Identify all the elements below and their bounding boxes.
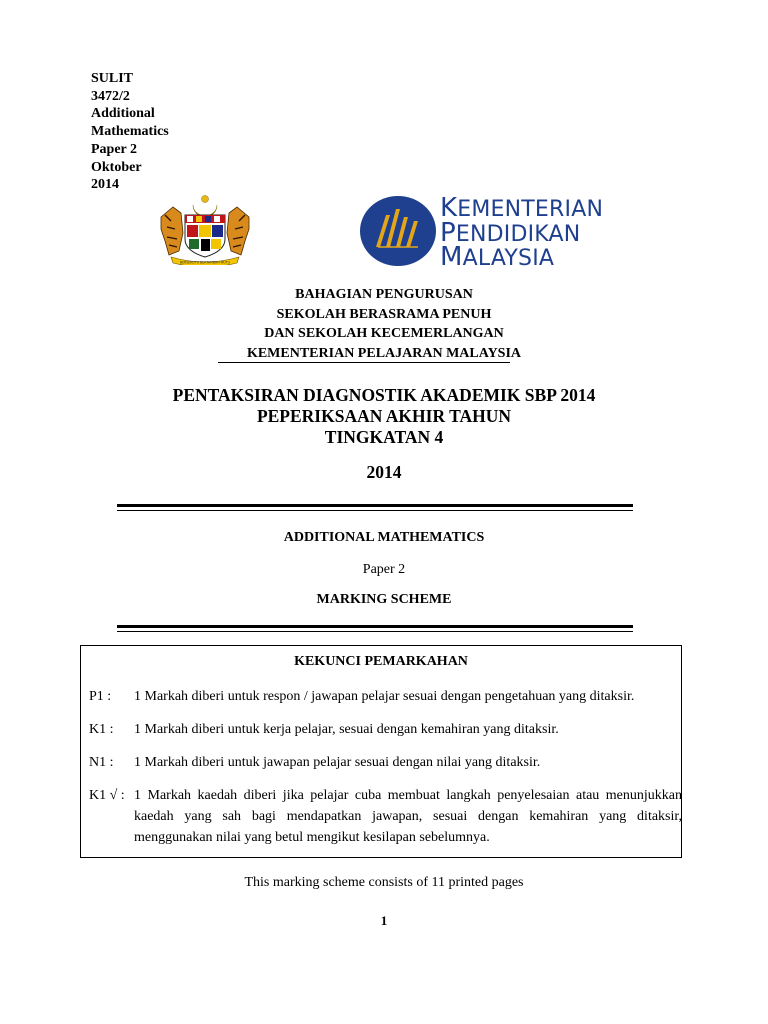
exam-line-1: PENTAKSIRAN DIAGNOSTIK AKADEMIK SBP 2014: [172, 385, 596, 405]
exam-year: 2014: [366, 462, 402, 482]
header-line-code: 3472/2: [91, 88, 130, 104]
page-number: 1: [380, 913, 388, 928]
kpm-line-2: PENDIDIKAN: [440, 217, 581, 248]
subject-title: ADDITIONAL MATHEMATICS: [283, 530, 485, 545]
exam-line-3: TINGKATAN 4: [324, 427, 444, 447]
key-description: 1 Markah diberi untuk jawapan pelajar sesuai dengan nilai yang ditaksir.: [134, 755, 541, 770]
header-line-year: 2014: [91, 177, 119, 193]
divider-top: [117, 504, 633, 511]
key-code: K1 √ :: [89, 788, 125, 803]
exam-line-2: PEPERIKSAAN AKHIR TAHUN: [256, 406, 512, 426]
key-code: P1 :: [89, 689, 112, 704]
divider-bottom: [117, 625, 633, 632]
key-description: 1 Markah diberi untuk kerja pelajar, sesuai dengan kemahiran yang ditaksir.: [134, 722, 559, 737]
org-line-3: DAN SEKOLAH KECEMERLANGAN: [264, 326, 504, 341]
organisation-divider: [218, 362, 510, 363]
key-description: 1 Markah diberi untuk respon / jawapan pelajar sesuai dengan pengetahuan yang ditaksir.: [134, 689, 635, 704]
kpm-line-1: KEMENTERIAN: [440, 193, 604, 223]
malaysia-coat-of-arms-logo: [157, 193, 253, 265]
kpm-emblem-logo: [358, 195, 438, 267]
header-line-month: Oktober: [91, 159, 142, 175]
org-line-1: BAHAGIAN PENGURUSAN: [295, 287, 473, 302]
header-line-subject-2: Mathematics: [91, 124, 169, 140]
paper-label: Paper 2: [362, 562, 406, 577]
org-line-2: SEKOLAH BERASRAMA PENUH: [276, 306, 492, 322]
key-code: K1 :: [89, 722, 114, 737]
document-header: [91, 70, 169, 194]
header-line-sulit: SULIT: [91, 71, 134, 86]
header-line-paper: Paper 2: [91, 141, 138, 157]
kpm-line-3: MALAYSIA: [440, 242, 555, 272]
key-code: N1 :: [89, 755, 114, 770]
kpm-wordmark: [440, 193, 604, 272]
org-line-4: KEMENTERIAN PELAJARAN MALAYSIA: [246, 345, 522, 361]
key-description: 1 Markah kaedah diberi jika pelajar cuba membuat langkah penyelesaian atau menunjukkan kaedah yang sah bagi mendapatkan jawapan, sesuai dengan kemahiran yang ditaksir, menggunakan nilai yang betul mengikut kesilapan sebelumnya.: [134, 788, 682, 845]
marking-key-box: [80, 645, 682, 858]
page-count-note: This marking scheme consists of 11 printed pages: [244, 875, 524, 890]
marking-scheme-title: MARKING SCHEME: [316, 592, 452, 607]
organisation-heading: [0, 285, 768, 363]
header-line-subject-1: Additional: [91, 106, 155, 122]
key-title: KEKUNCI PEMARKAHAN: [294, 654, 468, 669]
exam-title: [0, 385, 768, 448]
crest-ribbon-text: BERSEKUTU BERTAMBAH MUTU: [179, 260, 231, 265]
